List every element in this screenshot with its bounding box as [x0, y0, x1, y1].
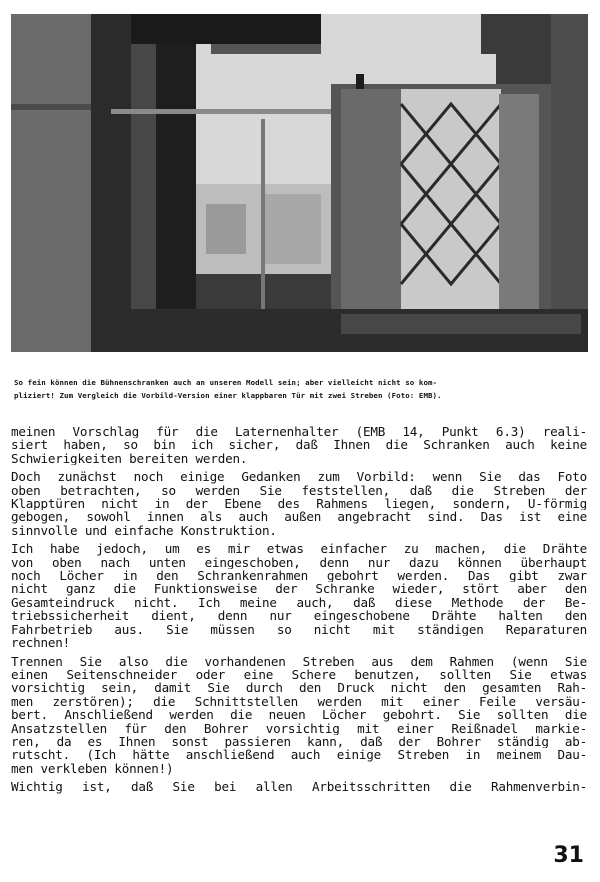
text-line: Ich habe jedoch, um es mir etwas einfacher zu machen, die Drähte: [11, 542, 587, 556]
paragraph: [11, 425, 587, 465]
text-line: bert. Anschließend werden die neuen Löcher gebohrt. Sie sollten die: [11, 708, 587, 722]
text-line: nicht ganz die Funktionsweise der Schranke wieder, stört aber den: [11, 582, 587, 596]
text-line: rechnen!: [11, 636, 71, 650]
text-line: Trennen Sie also die vorhandenen Streben aus dem Rahmen (wenn Sie: [11, 654, 587, 668]
text-line: Ansatzstellen für den Bohrer vorsichtig mit einer Reißnadel markie-: [11, 721, 587, 735]
article-body: [11, 425, 587, 799]
paragraph: [11, 655, 587, 776]
photo-caption: [14, 376, 588, 402]
page-number: 31: [553, 843, 584, 868]
caption-line: So fein können die Bühnenschranken auch an unseren Modell sein; aber vielleicht nicht so kom-: [14, 378, 438, 387]
text-line: vorsichtig sein, damit Sie durch den Druck nicht den gesamten Rah-: [11, 681, 587, 695]
article-photo: [11, 14, 588, 352]
text-line: von oben nach unten eingeschoben, denn nur dazu können überhaupt: [11, 555, 587, 570]
text-line: rutscht. (Ich hätte anschließend auch einige Streben in meinem Dau-: [11, 748, 587, 762]
text-line: Wichtig ist, daß Sie bei allen Arbeitsschritten die Rahmenverbin-: [11, 780, 587, 794]
text-line: men verkleben können!): [11, 761, 174, 776]
text-line: men zerstören); die Schnittstellen werden mit einer Feile versäu-: [11, 694, 587, 709]
text-line: Fahrbetrieb aus. Sie müssen so nicht mit ständigen Reparaturen: [11, 622, 587, 637]
paragraph: [11, 470, 587, 537]
caption-line: pliziert! Zum Vergleich die Vorbild-Version einer klappbaren Tür mit zwei Streben (Foto: EMB).: [14, 391, 442, 400]
text-line: Doch zunächst noch einige Gedanken zum Vorbild: wenn Sie das Foto: [11, 470, 587, 484]
paragraph: [11, 780, 587, 793]
photo-icon: [11, 14, 588, 352]
text-line: Gesamteindruck nicht. Ich meine auch, daß diese Methode der Be-: [11, 595, 587, 610]
text-line: oben betrachten, so werden Sie feststellen, daß die Streben der: [11, 483, 587, 498]
paragraph: [11, 542, 587, 649]
text-line: noch Löcher in den Schrankenrahmen gebohrt werden. Das gibt zwar: [11, 569, 587, 583]
text-line: Schwierigkeiten bereiten werden.: [11, 451, 248, 466]
text-line: ren, da es Ihnen sonst passieren kann, daß der Bohrer ständig ab-: [11, 734, 587, 749]
text-line: siert haben, so bin ich sicher, daß Ihnen die Schranken auch keine: [11, 438, 587, 452]
text-line: gebogen, sowohl innen als auch außen angebracht sind. Das ist eine: [11, 510, 587, 524]
text-line: einen Seitenschneider oder eine Schere benutzen, sollten Sie etwas: [11, 667, 587, 682]
text-line: sinnvolle und einfache Konstruktion.: [11, 523, 277, 538]
text-line: Klapptüren nicht in der Ebene des Rahmens liegen, sondern, U-förmig: [11, 497, 587, 511]
text-line: meinen Vorschlag für die Laternenhalter (EMB 14, Punkt 6.3) reali-: [11, 425, 587, 439]
text-line: triebssicherheit dient, denn nur eingeschobene Drähte halten den: [11, 609, 587, 623]
